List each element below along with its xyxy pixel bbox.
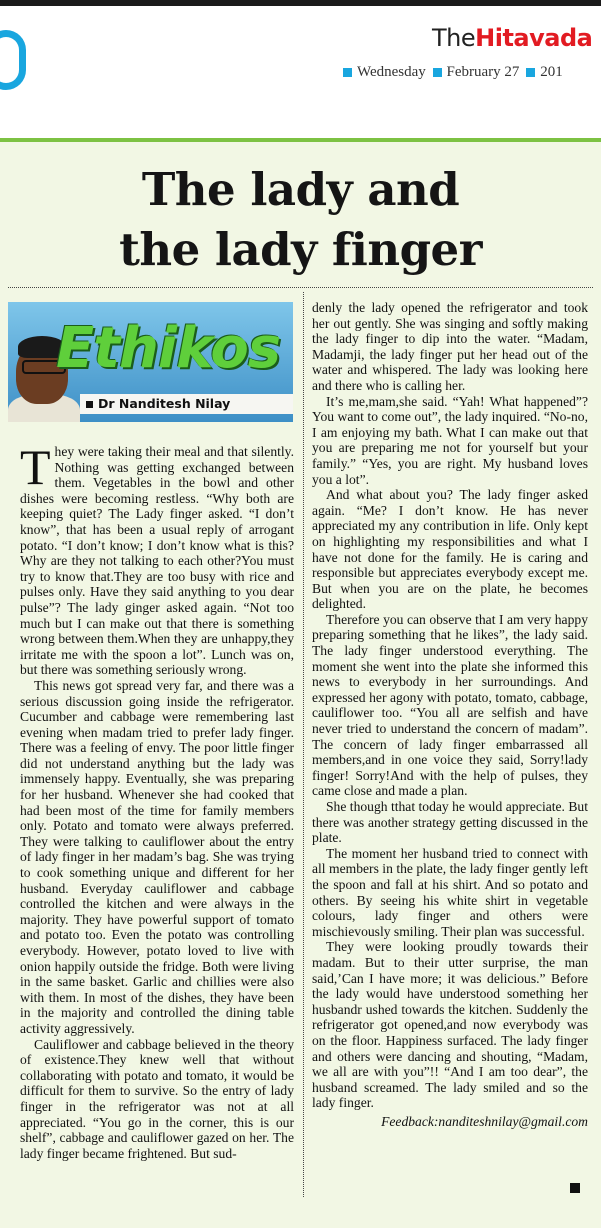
feedback-email: Feedback:nanditeshnilay@gmail.com xyxy=(381,1113,588,1129)
publication-brand: Hitavada xyxy=(475,24,593,52)
publication-the: The xyxy=(432,24,476,52)
paragraph: It’s me,mam,she said. “Yah! What happened”? You want to come out”, the lady inquired. “No-no, I am enjoying my bath. What I can make out that you are preparing me not for yourself but your family.” “Yes, you are right. My husband loves you a lot”. xyxy=(312,393,588,487)
column-logo xyxy=(8,302,293,422)
paragraph: This news got spread very far, and there was a serious discussion going inside the refrigerator. Cucumber and cabbage were remembering last evening when madam tried to prefer lady finger. There was a feeling of envy. The poor little finger did not understand anything but the lady was immensely happy. Eventually, she was preparing for her husband. Whenever she had cooked that had been most of the time for family members only. Potato and tomato were always preferred. They were talking to cauliflower about the entry of lady finger in her madam’s bag. She was trying to cook something unique and different for her husband. Everyday cauliflower and cabbage controlled the kitchen and were always in the majority. They have powerful support of tomato and potato too. Even the potato was controlling everybody. However, potato loved to live with onion happily outside the fridge. Both were living in the same basket. Garlic and chillies were also with them. In most of the dishes, they have been in the majority and controlled the dining table activity aggressively. xyxy=(20,677,294,1036)
byline-square-icon xyxy=(86,401,93,408)
end-mark-icon xyxy=(570,1183,580,1193)
column-divider xyxy=(303,292,304,1197)
article-column-2 xyxy=(312,300,588,1129)
paragraph: And what about you? The lady finger asked again. “Me? I don’t know. He has never appreciated my any contribution in life. Only kept on highlighting my responsibilities and what I have not done for the family. He is caring and responsible but appreciates everybody except me. But when you are on the plate, he becomes delighted. xyxy=(312,487,588,612)
dateline xyxy=(340,64,563,81)
article-column-1 xyxy=(20,439,294,1161)
weekday: Wednesday xyxy=(357,64,426,80)
byline xyxy=(80,394,293,414)
paragraph xyxy=(20,439,294,678)
headline-divider xyxy=(8,287,593,288)
logo-fragment xyxy=(0,30,26,90)
paragraph: Cauliflower and cabbage believed in the theory of existence.They knew well that without collaborating with potato and tomato, it would be difficult for them to survive. So the entry of lady finger in the refrigerator was not at all appreciated. “You go in the corner, this is our shelf”, cabbage and cauliflower gazed on her. The lady finger became frightened. But sud- xyxy=(20,1036,294,1161)
byline-text: Dr Nanditesh Nilay xyxy=(98,396,231,411)
paragraph: They were looking proudly towards their madam. But to their utter surprise, the man said,’Can I have more; it was delicious.” Before the lady would have understood something her husbandr ushed towards the kitchen. Suddenly the refrigerator got opened,and now everybody was on the floor. Happiness surfaced. The lady finger and others were dancing and shouting, “Madam, we all are with you”!! “And I am too dear”, the husband screamed. The lady smiled and so the lady finger. xyxy=(312,939,588,1111)
headline-line-1: The lady and xyxy=(141,163,460,216)
paragraph: She though tthat today he would appreciate. But there was another strategy getting discussed in the plate. xyxy=(312,799,588,846)
paragraph: Therefore you can observe that I am very happy preparing something that he likes”, the lady said. The lady finger understood everything. The moment she went into the plate she informed this news to everybody in her surroundings. And expressed her agony with potato, tomato, cabbage, cauliflower too. “You all are selfish and have never tried to understand the concern of madam”. The concern of lady finger embarrassed all members,and in one voice they said, Sorry!lady finger! Sorry!And with the help of pulses, they came close and made a plan. xyxy=(312,611,588,799)
paragraph-text: hey were taking their meal and that silently. Nothing was getting exchanged between them. Vegetables in the bowl and other dishes were becoming restless. “Why both are keeping quiet? The Lady finger asked. “I don’t know”, that has been a usual reply of arrogant potato. “I don’t know; I don’t know what is this? Why are they not talking to each other?You must try to know that.They are too busy with rice and pulses only. Have they said anything to you dear pulse”? The lady ginger asked again. “Not too much but I can make out that there is something wrong between them.When they are unhappy,they irritate me with the spoon a lot”. Lunch was on, but there was something seriously wrong. xyxy=(20,444,294,678)
headline-line-2: the lady finger xyxy=(119,223,482,276)
bullet-square-icon xyxy=(526,68,535,77)
headline xyxy=(0,160,601,280)
publication-name xyxy=(432,24,592,52)
drop-cap: T xyxy=(20,439,51,495)
date: February 27 xyxy=(446,64,520,80)
column-title: Ethikos xyxy=(56,316,281,381)
bullet-square-icon xyxy=(433,68,442,77)
bullet-square-icon xyxy=(343,68,352,77)
top-rule xyxy=(0,0,601,6)
paragraph: The moment her husband tried to connect with all members in the plate, the lady finger gently left the spoon and fall at his shirt. And so potato and others. By seeing his white shirt in vegetable colours, lady finger and others were mischievously smiling. Their plan was successful. xyxy=(312,845,588,939)
paragraph-continued: denly the lady opened the refrigerator and took her out gently. She was singing and softly making the lady finger to dip into the water. “Madam, Madamji, the lady finger put her head out of the water and whispered. The lady was looking here and there who is calling her. xyxy=(312,300,588,393)
year: 201 xyxy=(540,64,563,80)
